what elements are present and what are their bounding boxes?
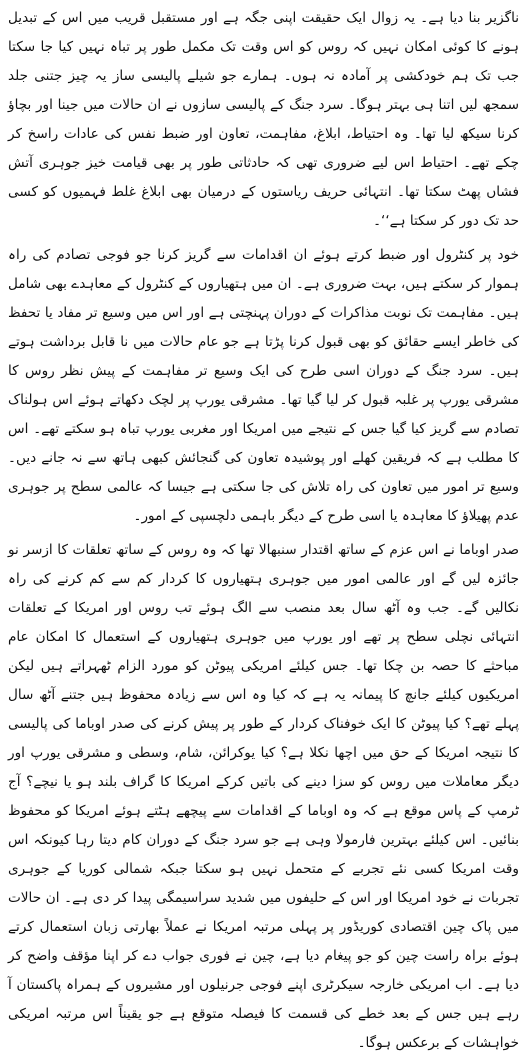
article-paragraph-3: صدر اوباما نے اس عزم کے ساتھ اقتدار سنبھالا تھا کہ وہ روس کے ساتھ تعلقات کا ازسر نو جائزہ لیں گے اور عالمی امور میں جوہری ہتھیاروں کا کردار کم سے کم کرنے کی راہ نکالیں گے۔ جب وہ آٹھ سال بعد منصب سے الگ ہوئے تب روس اور امریکا کے تعلقات انتہائی نچلی سطح پر تھے اور یورپ میں جوہری ہتھیاروں کے استعمال کا امکان عام مباحثے کا حصہ بن چکا تھا۔ جس کیلئے امریکی پیوٹن کو مورد الزام ٹھہراتے ہیں لیکن امریکیوں کیلئے جانچ کا پیمانہ یہ ہے کہ کیا وہ اس سے زیادہ محفوظ ہیں جتنے آٹھ سال پہلے تھے؟ کیا پیوٹن کا ایک خوفناک کردار کے طور پر پیش کرنے کی صدر اوباما کی پالیسی کا نتیجہ امریکا کے حق میں اچھا نکلا ہے؟ کیا یوکرائن، شام، وسطی و مشرقی یورپ اور دیگر معاملات میں روس کو سزا دینے کی باتیں کرکے امریکا کا گراف بلند ہو یا نیچے؟ آج ٹرمپ کے پاس موقع ہے کہ وہ اوباما کے اقدامات سے پیچھے ہٹتے ہوئے امریکا کو محفوظ بنائیں۔ اس کیلئے بہترین فارمولا وہی ہے جو سرد جنگ کے دوران کام دیتا رہا کیونکہ اس وقت امریکا کسی نئے تجربے کے متحمل نہیں ہو سکتا جبکہ شمالی کوریا کے جوہری تجربات نے خود امریکا اور اس کے حلیفوں میں شدید سراسیمگی پیدا کر دی ہے۔ ان حالات میں پاک چین اقتصادی کوریڈور پر پہلی مرتبہ امریکا نے عملاً بھارتی زبان استعمال کرتے ہوئے براہ راست چین کو جو پیغام دیا ہے، چین نے فوری جواب دے کر اپنا مؤقف واضح کر دیا ہے۔ اب امریکی خارجہ سیکرٹری اپنے فوجی جرنیلوں اور مشیروں کے ہمراہ پاکستان آ رہے ہیں جس کے بعد خطے کی قسمت کا فیصلہ متوقع ہے جو یقیناً اس مرتبہ امریکی خواہشات کے برعکس ہوگا۔ (8, 542, 519, 1051)
article-paragraph-2: خود پر کنٹرول اور ضبط کرتے ہوئے ان اقدامات سے گریز کرنا جو فوجی تصادم کی راہ ہموار کر سکتے ہیں، بہت ضروری ہے۔ ان میں ہتھیاروں کے کنٹرول کے معاہدے بھی شامل ہیں۔ مفاہمت تک نوبت مذاکرات کے دوران پہنچتی ہے اور اس میں وسیع تر مفاد یا تحفظ کی خاطر ایسے حقائق کو بھی قبول کرنا پڑتا ہے جو عام حالات میں نا قابل برداشت ہوتے ہیں۔ سرد جنگ کے دوران اسی طرح کی ایک وسیع تر مفاہمت کے پیش نظر روس کا مشرقی یورپ پر غلبہ قبول کر لیا گیا تھا۔ مشرقی یورپ پر لچک دکھاتے ہوئے اس ہولناک تصادم سے گریز کیا گیا جس کے نتیجے میں امریکا اور مغربی یورپ تباہ ہو سکتے تھے۔ اس کا مطلب ہے کہ فریقین کھلے اور پوشیدہ تعاون کی گنجائش کبھی ہاتھ سے نہ جانے دیں۔ وسیع تر امور میں تعاون کی راہ تلاش کی جا سکتی ہے جیسا کہ عالمی سطح پر جوہری عدم پھیلاؤ کا معاہدہ یا اسی طرح کے دیگر باہمی دلچسپی کے امور۔ (8, 247, 519, 524)
article-paragraph-1: ناگزیر بنا دیا ہے۔ یہ زوال ایک حقیقت اپنی جگہ ہے اور مستقبل قریب میں اس کے تبدیل ہونے کا کوئی امکان نہیں کہ روس کو اس وقت تک مکمل طور پر تباہ نہیں کیا جا سکتا جب تک ہم خودکشی پر آمادہ نہ ہوں۔ ہمارے جو شیلے پالیسی ساز یہ چیز جتنی جلد سمجھ لیں اتنا ہی بہتر ہوگا۔ سرد جنگ کے پالیسی سازوں نے ان حالات میں جینا اور بچاؤ کرنا سیکھ لیا تھا۔ وہ احتیاط، ابلاغ، مفاہمت، تعاون اور ضبط نفس کی عادات راسخ کر چکے تھے۔ احتیاط اس لیے ضروری تھی کہ حادثاتی طور پر بھی قیامت خیز جوہری آتش فشاں پھٹ سکتا تھا۔ انتہائی حریف ریاستوں کے درمیان بھی ابلاغ غلط فہمیوں کو کسی حد تک دور کر سکتا ہے‘‘۔ (8, 10, 519, 229)
